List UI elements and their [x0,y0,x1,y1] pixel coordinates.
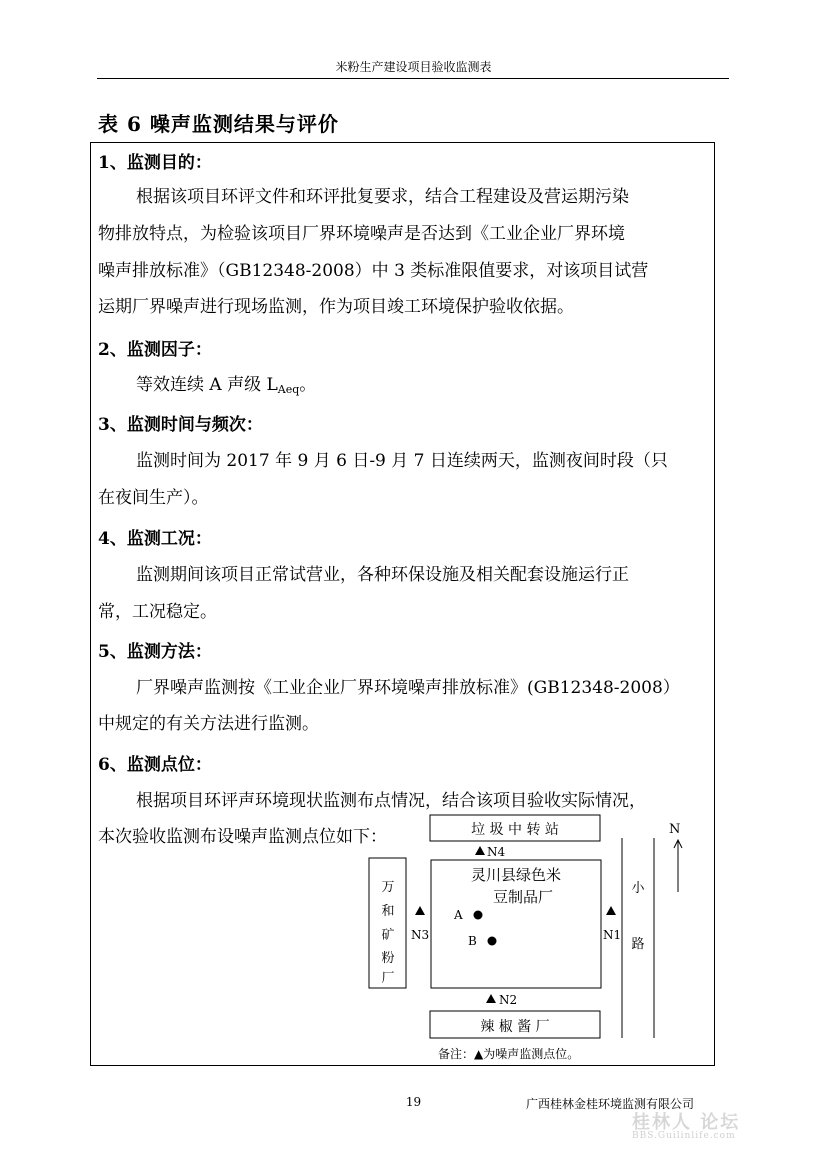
point-a-marker [474,911,483,920]
section-4-line: 常，工况稳定。 [98,602,217,622]
section-1-line: 噪声排放标准》（GB12348-2008）中 3 类标准限值要求，对该项目试营 [98,261,649,281]
factory-name-line1: 灵川县绿色米 [470,866,562,884]
section-5-heading: 5、监测方法： [98,642,212,662]
footer-company: 广西桂林金桂环境监测有限公司 [526,1097,695,1111]
chili-factory-label: 辣 椒 酱 厂 [480,1019,550,1035]
point-b-marker [488,937,497,946]
section-6-line: 根据项目环评声环境现状监测布点情况，结合该项目验收实际情况， [136,791,646,811]
section-5-line: 厂界噪声监测按《工业企业厂界环境噪声排放标准》(GB12348-2008） [136,678,680,698]
section-1-line: 物排放特点，为检验该项目厂界环境噪声是否达到《工业企业厂界环境 [98,224,625,244]
section-2-heading: 2、监测因子： [98,340,212,360]
section-6-line: 本次验收监测布设噪声监测点位如下： [98,827,387,847]
wanhe-char: 矿 [381,928,395,943]
section-1-line: 运期厂界噪声进行现场监测，作为项目竣工环境保护验收依据。 [98,297,574,317]
section-2-text: 等效连续 A 声级 $L_{Aeq}$。 [136,375,317,396]
section-3-line: 在夜间生产）。 [98,488,209,508]
n2-label: N2 [499,993,518,1007]
watermark-text: 桂林人 论坛 [632,1112,741,1133]
diagram-note: 备注：▲为噪声监测点位。 [438,1047,580,1061]
point-b-label: B [468,934,477,948]
north-label: N [669,822,681,837]
n1-label: N1 [603,928,622,942]
road-char: 小 [631,881,645,896]
n3-label: N3 [411,928,430,942]
footer-page-number: 19 [405,1095,422,1109]
section-5-line: 中规定的有关方法进行监测。 [98,714,319,734]
section-3-heading: 3、监测时间与频次： [98,415,263,435]
wanhe-factory-box [369,858,406,988]
table-title: 表 6 噪声监测结果与评价 [98,112,339,136]
section-4-line: 监测期间该项目正常试营业，各种环保设施及相关配套设施运行正 [136,565,629,585]
n1-triangle-icon [606,906,616,915]
section-6-heading: 6、监测点位： [98,755,212,775]
wanhe-char: 厂 [381,971,395,986]
factory-name-line2: 豆制品厂 [492,888,554,906]
n3-triangle-icon [415,906,425,915]
wanhe-char: 万 [381,880,395,895]
garbage-station-label: 垃 圾 中 转 站 [471,822,559,838]
road-char: 路 [631,937,645,952]
section-3-line: 监测时间为 2017 年 9 月 6 日-9 月 7 日连续两天，监测夜间时段（只 [136,451,668,471]
watermark-subtext: BBS.Guilinlife.com [632,1131,736,1141]
n4-label: N4 [487,845,506,859]
section-1-line: 根据该项目环评文件和环评批复要求，结合工程建设及营运期污染 [136,187,629,207]
wanhe-char: 和 [381,904,395,919]
section-1-heading: 1、监测目的： [98,153,212,173]
wanhe-char: 粉 [381,951,395,966]
point-a-label: A [454,908,463,922]
n2-triangle-icon [486,994,496,1003]
page-header-title: 米粉生产建设项目验收监测表 [335,60,492,74]
section-4-heading: 4、监测工况： [98,529,212,549]
n4-triangle-icon [475,846,485,855]
